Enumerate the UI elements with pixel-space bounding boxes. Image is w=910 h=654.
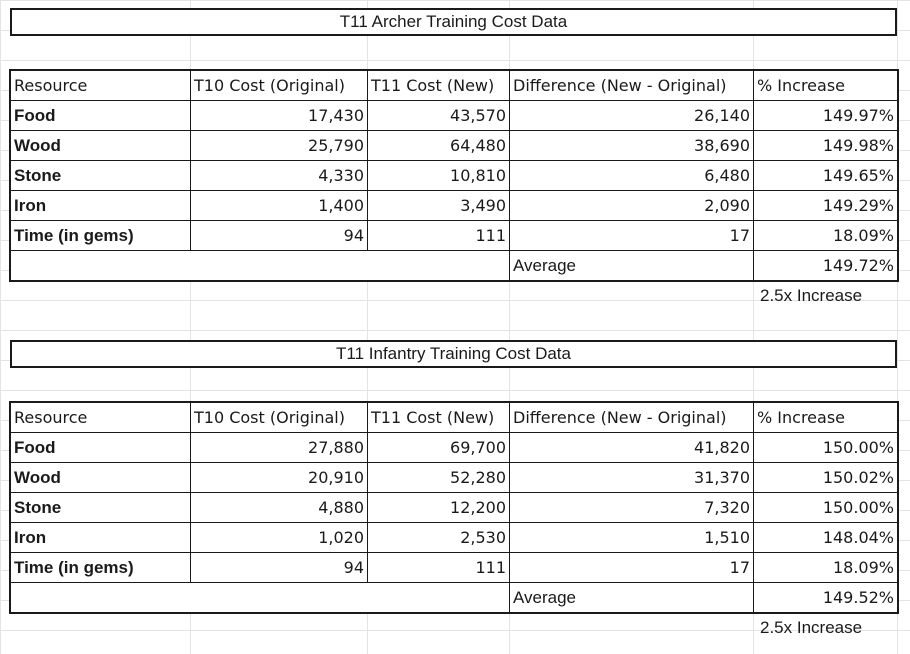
- t11-cost-cell[interactable]: 111: [368, 553, 510, 583]
- infantry-cost-table: [10, 402, 898, 613]
- infantry-title: T11 Infantry Training Cost Data: [336, 344, 571, 363]
- t11-cost-cell[interactable]: 43,570: [368, 101, 510, 131]
- archer-cost-table: [10, 70, 898, 281]
- table-row: [11, 493, 898, 523]
- t10-cost-cell[interactable]: 17,430: [191, 101, 368, 131]
- percent-increase-cell[interactable]: 18.09%: [754, 221, 898, 251]
- table-row: [11, 463, 898, 493]
- difference-cell[interactable]: 31,370: [510, 463, 754, 493]
- header-percent-increase[interactable]: % Increase: [754, 403, 898, 433]
- difference-cell[interactable]: 26,140: [510, 101, 754, 131]
- t11-cost-cell[interactable]: 2,530: [368, 523, 510, 553]
- t11-cost-cell[interactable]: 111: [368, 221, 510, 251]
- t10-cost-cell[interactable]: 1,020: [191, 523, 368, 553]
- table-row: [11, 101, 898, 131]
- resource-cell[interactable]: Food: [11, 433, 191, 463]
- archer-header-row: [11, 71, 898, 101]
- resource-cell[interactable]: Time (in gems): [11, 221, 191, 251]
- percent-increase-cell[interactable]: 150.00%: [754, 493, 898, 523]
- empty-cell[interactable]: [11, 583, 191, 613]
- percent-increase-cell[interactable]: 149.98%: [754, 131, 898, 161]
- t11-cost-cell[interactable]: 3,490: [368, 191, 510, 221]
- resource-cell[interactable]: Time (in gems): [11, 553, 191, 583]
- table-row: [11, 161, 898, 191]
- percent-increase-cell[interactable]: 18.09%: [754, 553, 898, 583]
- t10-cost-cell[interactable]: 94: [191, 553, 368, 583]
- percent-increase-cell[interactable]: 149.29%: [754, 191, 898, 221]
- t11-cost-cell[interactable]: 64,480: [368, 131, 510, 161]
- header-t11-cost[interactable]: T11 Cost (New): [368, 403, 510, 433]
- t11-cost-cell[interactable]: 52,280: [368, 463, 510, 493]
- table-row: [11, 131, 898, 161]
- t10-cost-cell[interactable]: 94: [191, 221, 368, 251]
- t10-cost-cell[interactable]: 25,790: [191, 131, 368, 161]
- difference-cell[interactable]: 17: [510, 221, 754, 251]
- difference-cell[interactable]: 38,690: [510, 131, 754, 161]
- percent-increase-cell[interactable]: 148.04%: [754, 523, 898, 553]
- empty-cell[interactable]: [191, 583, 368, 613]
- empty-cell[interactable]: [368, 583, 510, 613]
- table-row: [11, 523, 898, 553]
- archer-increase-note[interactable]: 2.5x Increase: [760, 286, 863, 305]
- t11-cost-cell[interactable]: 10,810: [368, 161, 510, 191]
- difference-cell[interactable]: 6,480: [510, 161, 754, 191]
- difference-cell[interactable]: 7,320: [510, 493, 754, 523]
- empty-cell[interactable]: [191, 251, 368, 281]
- t10-cost-cell[interactable]: 4,330: [191, 161, 368, 191]
- resource-cell[interactable]: Iron: [11, 523, 191, 553]
- header-difference[interactable]: Difference (New - Original): [510, 403, 754, 433]
- header-resource[interactable]: Resource: [11, 71, 191, 101]
- average-row: [11, 251, 898, 281]
- percent-increase-cell[interactable]: 149.65%: [754, 161, 898, 191]
- resource-cell[interactable]: Wood: [11, 131, 191, 161]
- average-value[interactable]: 149.72%: [754, 251, 898, 281]
- header-resource[interactable]: Resource: [11, 403, 191, 433]
- header-t10-cost[interactable]: T10 Cost (Original): [191, 403, 368, 433]
- t10-cost-cell[interactable]: 4,880: [191, 493, 368, 523]
- table-row: [11, 221, 898, 251]
- archer-title: T11 Archer Training Cost Data: [339, 12, 568, 31]
- infantry-title-cell[interactable]: [10, 340, 897, 368]
- difference-cell[interactable]: 41,820: [510, 433, 754, 463]
- archer-title-cell[interactable]: [10, 8, 897, 36]
- table-row: [11, 553, 898, 583]
- header-difference[interactable]: Difference (New - Original): [510, 71, 754, 101]
- difference-cell[interactable]: 2,090: [510, 191, 754, 221]
- average-row: [11, 583, 898, 613]
- percent-increase-cell[interactable]: 150.02%: [754, 463, 898, 493]
- difference-cell[interactable]: 17: [510, 553, 754, 583]
- t10-cost-cell[interactable]: 1,400: [191, 191, 368, 221]
- table-row: [11, 191, 898, 221]
- header-t10-cost[interactable]: T10 Cost (Original): [191, 71, 368, 101]
- resource-cell[interactable]: Iron: [11, 191, 191, 221]
- empty-cell[interactable]: [368, 251, 510, 281]
- t11-cost-cell[interactable]: 69,700: [368, 433, 510, 463]
- infantry-header-row: [11, 403, 898, 433]
- average-value[interactable]: 149.52%: [754, 583, 898, 613]
- t11-cost-cell[interactable]: 12,200: [368, 493, 510, 523]
- average-label[interactable]: Average: [510, 583, 754, 613]
- t10-cost-cell[interactable]: 27,880: [191, 433, 368, 463]
- header-percent-increase[interactable]: % Increase: [754, 71, 898, 101]
- header-t11-cost[interactable]: T11 Cost (New): [368, 71, 510, 101]
- difference-cell[interactable]: 1,510: [510, 523, 754, 553]
- percent-increase-cell[interactable]: 149.97%: [754, 101, 898, 131]
- percent-increase-cell[interactable]: 150.00%: [754, 433, 898, 463]
- t10-cost-cell[interactable]: 20,910: [191, 463, 368, 493]
- resource-cell[interactable]: Stone: [11, 493, 191, 523]
- resource-cell[interactable]: Food: [11, 101, 191, 131]
- table-row: [11, 433, 898, 463]
- empty-cell[interactable]: [11, 251, 191, 281]
- resource-cell[interactable]: Wood: [11, 463, 191, 493]
- infantry-increase-note[interactable]: 2.5x Increase: [760, 618, 863, 637]
- resource-cell[interactable]: Stone: [11, 161, 191, 191]
- average-label[interactable]: Average: [510, 251, 754, 281]
